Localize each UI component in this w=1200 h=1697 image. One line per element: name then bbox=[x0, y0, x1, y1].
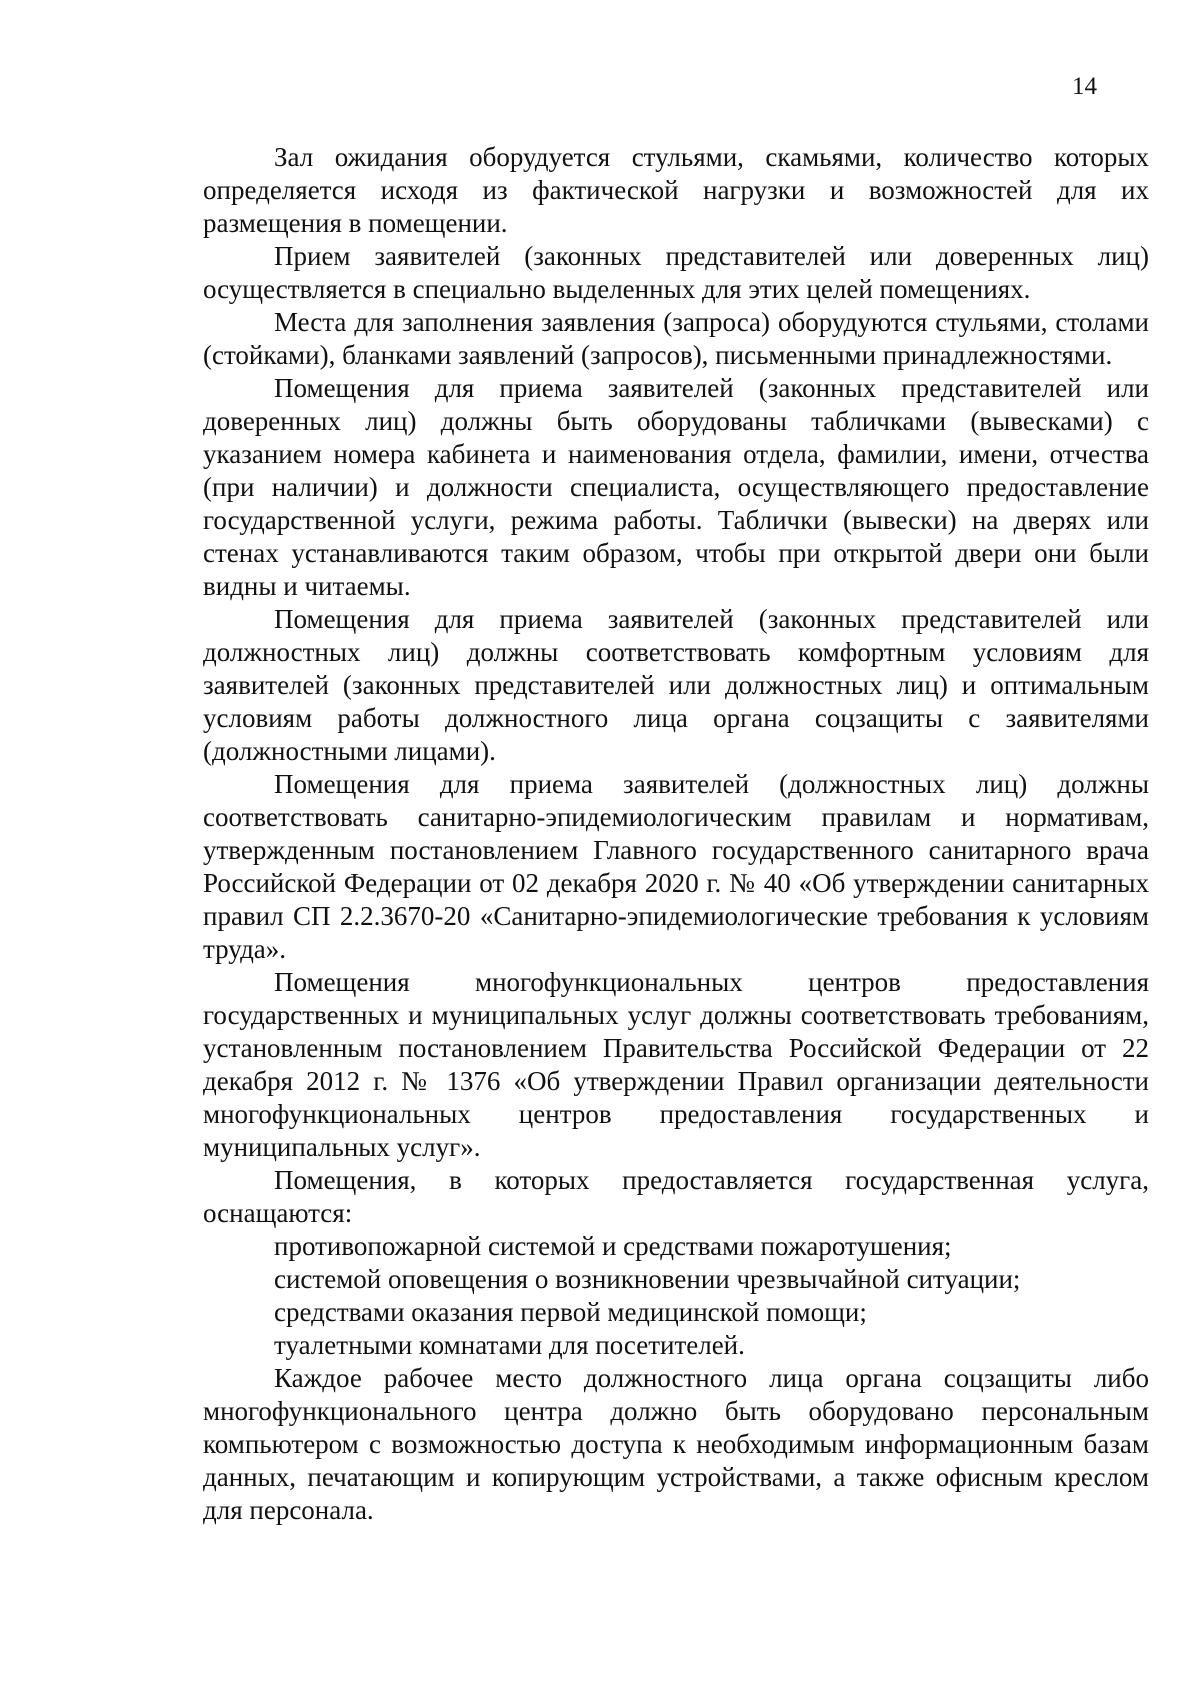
paragraph-signage: Помещения для приема заявителей (законных представителей или доверенных лиц) должны быть оборудованы табличками (вывесками) с указанием номера кабинета и наименования отдела, фамилии, имени, отчества (при наличии) и должности специалиста, осуществляющего предоставление государственной услуги, режима работы. Таблички (вывески) на дверях или стенах устанавливаются таким образом, чтобы при открытой двери они были видны и читаемы. bbox=[203, 373, 1149, 601]
paragraph-reception-rooms: Прием заявителей (законных представителей или доверенных лиц) осуществляется в специально выделенных для этих целей помещениях. bbox=[203, 241, 1149, 304]
document-body bbox=[203, 141, 1149, 1527]
paragraph-sanitary-rules: Помещения для приема заявителей (должностных лиц) должны соответствовать санитарно-эпидемиологическим правилам и нормативам, утвержденным постановлением Главного государственного санитарного врача Российской Федерации от 02 декабря 2020 г. № 40 «Об утверждении санитарных правил СП 2.2.3670-20 «Санитарно-эпидемиологические требования к условиям труда». bbox=[203, 769, 1149, 964]
list-item-toilets: туалетными комнатами для посетителей. bbox=[274, 1330, 745, 1360]
list-item-fire-safety: противопожарной системой и средствами пожаротушения; bbox=[274, 1231, 952, 1261]
list-item-first-aid: средствами оказания первой медицинской помощи; bbox=[274, 1297, 867, 1327]
paragraph-application-places: Места для заполнения заявления (запроса) оборудуются стульями, столами (стойками), бланками заявлений (запросов), письменными принадлежностями. bbox=[203, 307, 1149, 370]
paragraph-comfort-conditions: Помещения для приема заявителей (законных представителей или должностных лиц) должны соответствовать комфортным условиям для заявителей (законных представителей или должностных лиц) и оптимальным условиям работы должностного лица органа соцзащиты с заявителями (должностными лицами). bbox=[203, 604, 1149, 766]
paragraph-waiting-hall: Зал ожидания оборудуется стульями, скамьями, количество которых определяется исходя из фактической нагрузки и возможностей для их размещения в помещении. bbox=[203, 142, 1149, 238]
paragraph-mfc-requirements: Помещения многофункциональных центров предоставления государственных и муниципальных услуг должны соответствовать требованиям, установленным постановлением Правительства Российской Федерации от 22 декабря 2012 г. № 1376 «Об утверждении Правил организации деятельности многофункциональных центров предоставления государственных и муниципальных услуг». bbox=[203, 967, 1149, 1162]
list-item-emergency-alert: системой оповещения о возникновении чрезвычайной ситуации; bbox=[274, 1264, 1021, 1294]
paragraph-equipment-intro: Помещения, в которых предоставляется государственная услуга, оснащаются: bbox=[203, 1165, 1149, 1228]
paragraph-workplace-equipment: Каждое рабочее место должностного лица органа соцзащиты либо многофункционального центра должно быть оборудовано персональным компьютером с возможностью доступа к необходимым информационным базам данных, печатающим и копирующим устройствами, а также офисным креслом для персонала. bbox=[203, 1363, 1149, 1525]
page-number: 14 bbox=[1072, 73, 1097, 100]
